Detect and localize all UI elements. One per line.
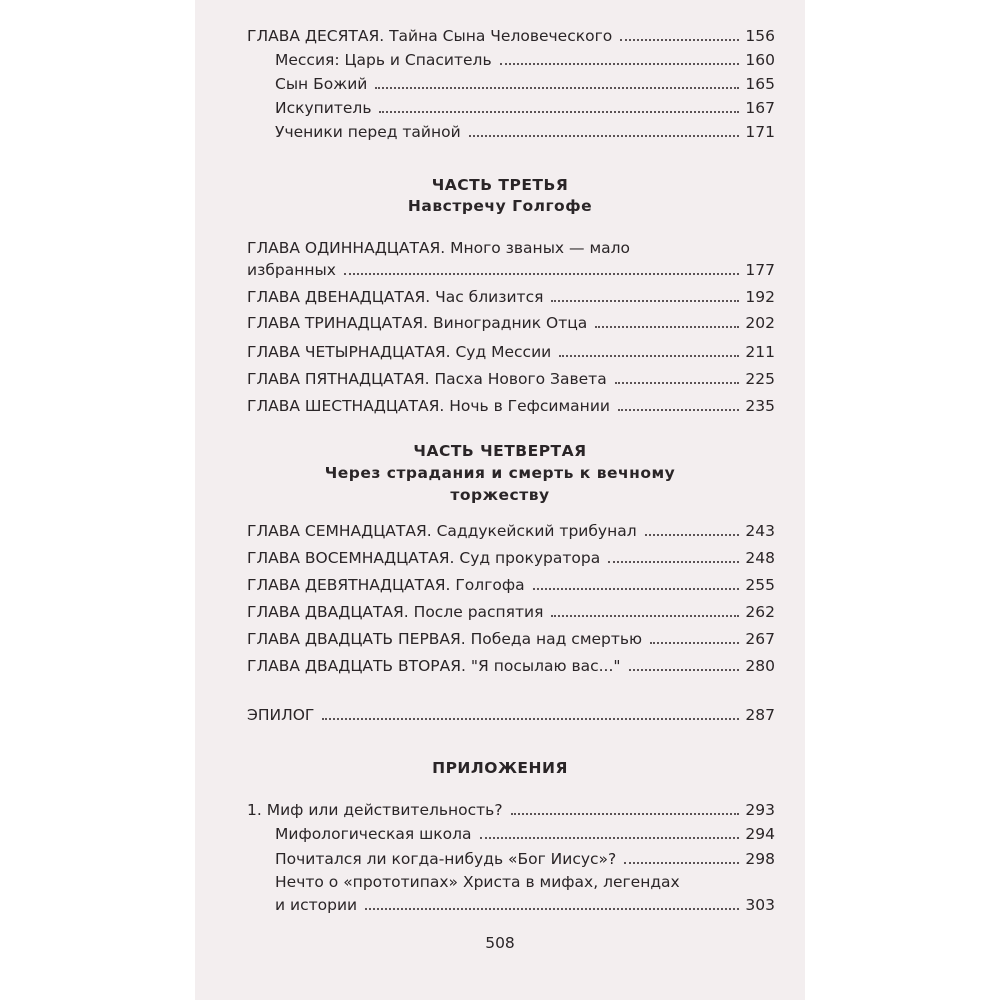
toc-entry-title: Мессия: Царь и Спаситель	[275, 51, 492, 69]
toc-entry-title: ГЛАВА ДВЕНАДЦАТАЯ. Час близится	[247, 288, 544, 306]
book-page	[195, 0, 805, 1000]
leader-dots	[618, 409, 739, 411]
toc-entry	[275, 822, 775, 844]
toc-entry-page: 293	[745, 801, 775, 819]
toc-entry-page: 167	[745, 99, 775, 117]
toc-entry-title: 1. Миф или действительность?	[247, 801, 503, 819]
toc-entry	[247, 798, 775, 820]
toc-entry-title: ЭПИЛОГ	[247, 706, 315, 724]
toc-entry	[247, 627, 775, 649]
toc-entry	[275, 893, 775, 915]
toc-entry-page: 171	[745, 123, 775, 141]
toc-entry-page: 303	[745, 896, 775, 914]
toc-entry-title: ГЛАВА ДВАДЦАТЬ ПЕРВАЯ. Победа над смертью	[247, 630, 643, 648]
toc-entry-page: 262	[745, 603, 775, 621]
toc-entry	[247, 311, 775, 333]
leader-dots	[645, 534, 740, 536]
leader-dots	[365, 908, 739, 910]
leader-dots	[500, 63, 740, 65]
toc-entry-page: 235	[745, 397, 775, 415]
toc-entry	[247, 285, 775, 307]
leader-dots	[533, 588, 740, 590]
toc-entry-page: 248	[745, 549, 775, 567]
toc-entry-title: Мифологическая школа	[275, 825, 472, 843]
toc-entry-page: 202	[745, 314, 775, 332]
leader-dots	[551, 615, 739, 617]
leader-dots	[375, 87, 739, 89]
toc-entry-page: 165	[745, 75, 775, 93]
leader-dots	[511, 813, 740, 815]
leader-dots	[379, 111, 739, 113]
leader-dots	[620, 39, 739, 41]
leader-dots	[629, 669, 740, 671]
toc-entry	[275, 72, 775, 94]
part-heading: ЧАСТЬ ЧЕТВЕРТАЯ	[413, 442, 587, 460]
toc-entry	[275, 48, 775, 70]
part-heading: ПРИЛОЖЕНИЯ	[432, 759, 568, 777]
toc-entry-title: ГЛАВА ДЕСЯТАЯ. Тайна Сына Человеческого	[247, 27, 613, 45]
page-number: 508	[485, 934, 515, 952]
toc-entry	[275, 847, 775, 869]
toc-entry-page: 243	[745, 522, 775, 540]
toc-entry	[247, 258, 775, 280]
toc-entry	[247, 367, 775, 389]
toc-entry-page: 211	[745, 343, 775, 361]
toc-entry	[247, 573, 775, 595]
toc-entry	[247, 600, 775, 622]
toc-entry-page: 192	[745, 288, 775, 306]
toc-entry-title: Ученики перед тайной	[275, 123, 461, 141]
leader-dots	[624, 862, 739, 864]
leader-dots	[615, 382, 740, 384]
toc-entry-title: ГЛАВА ШЕСТНАДЦАТАЯ. Ночь в Гефсимании	[247, 397, 610, 415]
toc-entry-page: 298	[745, 850, 775, 868]
toc-entry-page: 267	[745, 630, 775, 648]
toc-entry-page: 255	[745, 576, 775, 594]
part-subtitle: Через страдания и смерть к вечному	[324, 464, 676, 482]
leader-dots	[480, 837, 740, 839]
toc-entry	[275, 96, 775, 118]
toc-entry	[247, 340, 775, 362]
leader-dots	[559, 355, 739, 357]
toc-entry	[247, 703, 775, 725]
toc-entry	[247, 394, 775, 416]
toc-entry-page: 156	[745, 27, 775, 45]
leader-dots	[608, 561, 739, 563]
toc-entry-title: ГЛАВА ТРИНАДЦАТАЯ. Виноградник Отца	[247, 314, 588, 332]
toc-entry-title: Почитался ли когда-нибудь «Бог Иисус»?	[275, 850, 617, 868]
toc-entry-page: 177	[745, 261, 775, 279]
toc-entry-title: ГЛАВА ПЯТНАДЦАТАЯ. Пасха Нового Завета	[247, 370, 607, 388]
toc-entry-title: ГЛАВА ДВАДЦАТЬ ВТОРАЯ. "Я посылаю вас..."	[247, 657, 621, 675]
leader-dots	[595, 326, 739, 328]
toc-entry-title: ГЛАВА СЕМНАДЦАТАЯ. Саддукейский трибунал	[247, 522, 637, 540]
toc-entry-title: ГЛАВА ДВАДЦАТАЯ. После распятия	[247, 603, 544, 621]
toc-entry-title: ГЛАВА ЧЕТЫРНАДЦАТАЯ. Суд Мессии	[247, 343, 552, 361]
part-heading: ЧАСТЬ ТРЕТЬЯ	[431, 176, 569, 194]
leader-dots	[551, 300, 739, 302]
toc-entry-page: 160	[745, 51, 775, 69]
toc-entry-title-line1: Нечто о «прототипах» Христа в мифах, легендах	[275, 873, 680, 891]
toc-entry-title: ГЛАВА ВОСЕМНАДЦАТАЯ. Суд прокуратора	[247, 549, 601, 567]
toc-entry-page: 225	[745, 370, 775, 388]
toc-entry	[247, 654, 775, 676]
toc-entry	[275, 120, 775, 142]
leader-dots	[322, 718, 739, 720]
toc-entry	[247, 519, 775, 541]
toc-entry	[247, 546, 775, 568]
toc-entry-title: Сын Божий	[275, 75, 368, 93]
part-subtitle: торжеству	[450, 486, 550, 504]
toc-entry-page: 280	[745, 657, 775, 675]
toc-entry-title: и истории	[275, 896, 358, 914]
toc-entry-page: 294	[745, 825, 775, 843]
leader-dots	[650, 642, 739, 644]
toc-entry-title-line1: ГЛАВА ОДИННАДЦАТАЯ. Много званых — мало	[247, 239, 631, 257]
toc-entry-page: 287	[745, 706, 775, 724]
toc-entry-title: избранных	[247, 261, 336, 279]
leader-dots	[469, 135, 740, 137]
part-subtitle: Навстречу Голгофе	[407, 197, 593, 215]
toc-entry	[247, 24, 775, 46]
toc-entry-title: Искупитель	[275, 99, 372, 117]
toc-entry-title: ГЛАВА ДЕВЯТНАДЦАТАЯ. Голгофа	[247, 576, 525, 594]
leader-dots	[344, 273, 740, 275]
